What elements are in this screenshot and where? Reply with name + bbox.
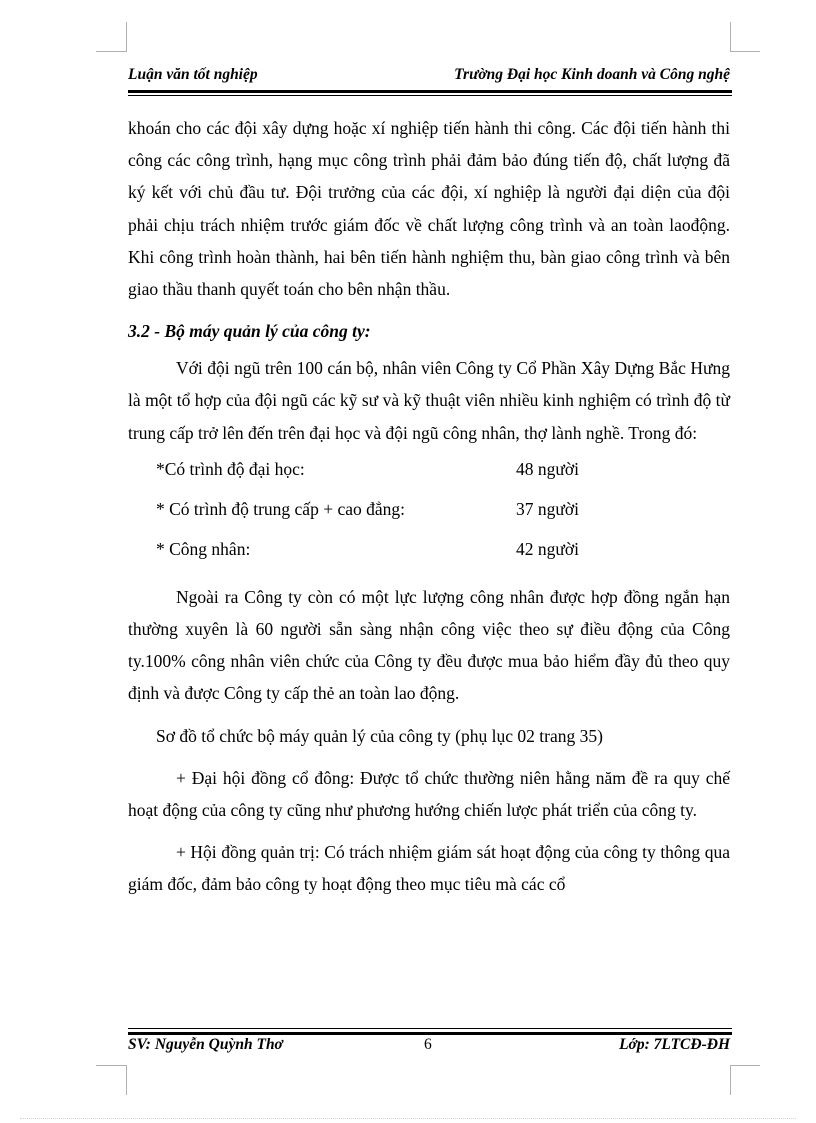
crop-mark: [126, 1065, 127, 1095]
page-edge: [20, 1118, 796, 1119]
stat-row: [128, 529, 730, 569]
page-header: [128, 66, 730, 84]
stat-value: 42 người: [516, 538, 579, 559]
stat-label: * Công nhân:: [156, 538, 251, 559]
paragraph: + Hội đồng quản trị: Có trách nhiệm giám sát hoạt động của công ty thông qua giám đốc, đảm bảo công ty hoạt động theo mục tiêu mà các cổ: [128, 842, 730, 895]
footer-student: SV: Nguyễn Quỳnh Thơ: [128, 1036, 283, 1053]
stat-label: * Có trình độ trung cấp + cao đẳng:: [156, 498, 405, 519]
page-footer: [128, 1036, 730, 1058]
paragraph: Ngoài ra Công ty còn có một lực lượng công nhân được hợp đồng ngắn hạn thường xuyên là 60 người sẵn sàng nhận công việc theo sự điều động của Công ty.100% công nhân viên chức của Công ty đều được mua bảo hiểm đầy đủ theo quy định và được Công ty cấp thẻ an toàn lao động.: [128, 586, 730, 704]
section-heading: 3.2 - Bộ máy quản lý của công ty:: [128, 321, 371, 342]
page-number: 6: [424, 1036, 432, 1053]
paragraph: + Đại hội đồng cổ đông: Được tổ chức thường niên hằng năm đề ra quy chế hoạt động của công ty cũng như phương hướng chiến lược phát triển của công ty.: [128, 767, 730, 821]
stat-row: [128, 489, 730, 529]
header-thesis-title: Luận văn tốt nghiệp: [128, 66, 258, 83]
crop-mark: [96, 1065, 126, 1066]
crop-mark: [96, 51, 126, 52]
header-rule: [128, 95, 732, 96]
crop-mark: [730, 1065, 760, 1066]
page-body: [128, 112, 730, 901]
crop-mark: [730, 1065, 731, 1095]
footer-rule: [128, 1028, 732, 1029]
paragraph: khoán cho các đội xây dựng hoặc xí nghiệp tiến hành thi công. Các đội tiến hành thi công các công trình, hạng mục công trình phải đảm bảo đúng tiến độ, chất lượng đã ký kết với chủ đầu tư. Đội trưởng của các đội, xí nghiệp là người đại diện của đội phải chịu trách nhiệm trước giám đốc về chất lượng công trình và an toàn laođộng. Khi công trình hoàn thành, hai bên tiến hành nghiệm thu, bàn giao công trình và bên giao thầu thanh quyết toán cho bên nhận thầu.: [128, 118, 730, 300]
stat-value: 48 người: [516, 458, 579, 479]
paragraph: Sơ đồ tổ chức bộ máy quản lý của công ty (phụ lục 02 trang 35): [156, 725, 603, 746]
crop-mark: [730, 51, 760, 52]
stat-row: [128, 449, 730, 489]
crop-mark: [126, 22, 127, 52]
paragraph: Với đội ngũ trên 100 cán bộ, nhân viên Công ty Cổ Phần Xây Dựng Bắc Hưng là một tổ hợp của đội ngũ các kỹ sư và kỹ thuật viên nhiều kinh nghiệm có trình độ từ trung cấp trở lên đến trên đại học và đội ngũ công nhân, thợ lành nghề. Trong đó:: [128, 358, 730, 443]
header-rule: [128, 90, 732, 93]
stat-label: *Có trình độ đại học:: [156, 458, 305, 479]
crop-mark: [730, 22, 731, 52]
footer-class: Lớp: 7LTCĐ-ĐH: [619, 1036, 730, 1053]
header-university: Trường Đại học Kinh doanh và Công nghệ: [454, 66, 730, 83]
stat-value: 37 người: [516, 498, 579, 519]
footer-rule: [128, 1032, 732, 1035]
